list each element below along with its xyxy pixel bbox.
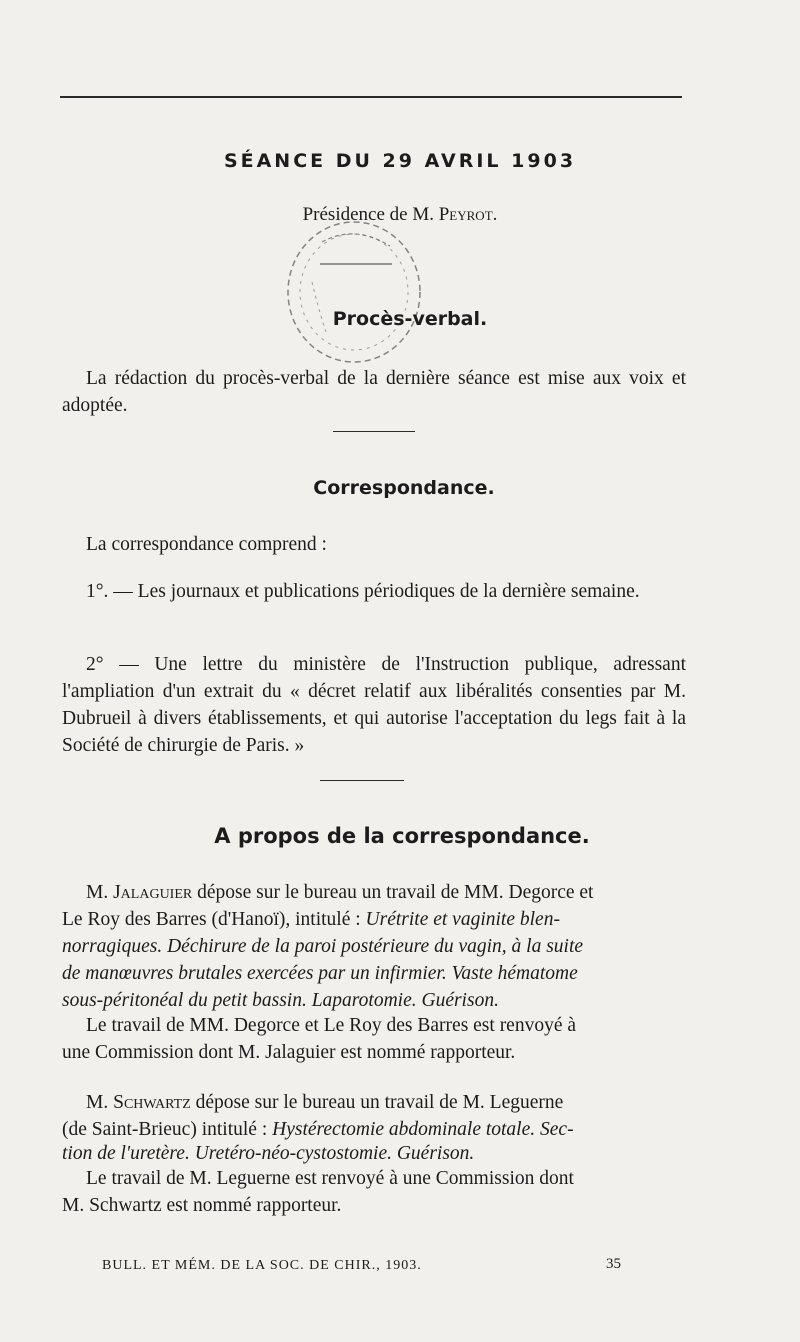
author-name: Jalaguier <box>113 882 193 903</box>
top-rule <box>60 96 682 98</box>
author-name: Schwartz <box>113 1092 191 1113</box>
proces-verbal-heading: Procès-verbal. <box>332 308 488 330</box>
proces-verbal-text: La rédaction du procès-verbal de la dernière séance est mise aux voix et adoptée. <box>62 368 686 416</box>
presidence-prefix: Présidence de M. <box>302 204 439 225</box>
page-number: 35 <box>606 1256 621 1272</box>
title-italic: Urétrite et vaginite blen- <box>365 909 560 930</box>
a-propos-p1-line-2 <box>62 909 686 931</box>
footer-journal: BULL. ET MÉM. DE LA SOC. DE CHIR., 1903. <box>102 1258 422 1273</box>
a-propos-p1-line-3: norragiques. Déchirure de la paroi postérieure du vagin, à la suite <box>62 936 584 957</box>
a-propos-p1-line-1 <box>62 882 710 904</box>
a-propos-p3-line-3: tion de l'uretère. Uretéro-néo-cystostomie. Guérison. <box>62 1143 475 1164</box>
a-propos-p4-line-2: M. Schwartz est nommé rapporteur. <box>62 1195 342 1216</box>
president-name: Peyrot. <box>438 204 498 225</box>
separator-rule <box>333 431 415 432</box>
title-italic: Hystérectomie abdominale totale. Sec- <box>272 1119 574 1140</box>
text-span: dépose sur le bureau un travail de M. Leguerne <box>190 1092 564 1113</box>
a-propos-p1-line-4: de manœuvres brutales exercées par un infirmier. Vaste hématome <box>62 963 578 984</box>
library-stamp-icon <box>282 212 432 382</box>
text-span: (de Saint-Brieuc) intitulé : <box>62 1119 273 1140</box>
a-propos-p1-line-5: sous-péritonéal du petit bassin. Laparotomie. Guérison. <box>62 990 499 1011</box>
a-propos-p3-line-2 <box>62 1119 686 1141</box>
correspondance-item-2: 2° — Une lettre du ministère de l'Instruction publique, adressant l'ampliation d'un extrait du « décret relatif aux libéralités consenties par M. Dubrueil à divers établissements, et qui autorise l'acceptation du legs fait à la Société de chirurgie de Paris. » <box>62 654 686 756</box>
text-span: dépose sur le bureau un travail de MM. Degorce et <box>192 882 594 903</box>
text-span: M. <box>86 1092 114 1113</box>
a-propos-p2-line-1: Le travail de MM. Degorce et Le Roy des Barres est renvoyé à <box>86 1015 577 1036</box>
a-propos-p2-line-2: une Commission dont M. Jalaguier est nommé rapporteur. <box>62 1042 516 1063</box>
a-propos-heading: A propos de la correspondance. <box>214 824 590 848</box>
a-propos-p3-line-1 <box>62 1092 710 1114</box>
text-span: Le Roy des Barres (d'Hanoï), intitulé : <box>62 909 366 930</box>
correspondance-item-1: 1°. — Les journaux et publications périodiques de la dernière semaine. <box>86 581 640 602</box>
session-title: SÉANCE DU 29 AVRIL 1903 <box>223 150 577 172</box>
separator-rule <box>320 780 404 781</box>
text-span: M. <box>86 882 114 903</box>
correspondance-intro: La correspondance comprend : <box>86 534 327 555</box>
correspondance-heading: Correspondance. <box>313 477 495 499</box>
a-propos-p4-line-1: Le travail de M. Leguerne est renvoyé à une Commission dont <box>86 1168 574 1189</box>
